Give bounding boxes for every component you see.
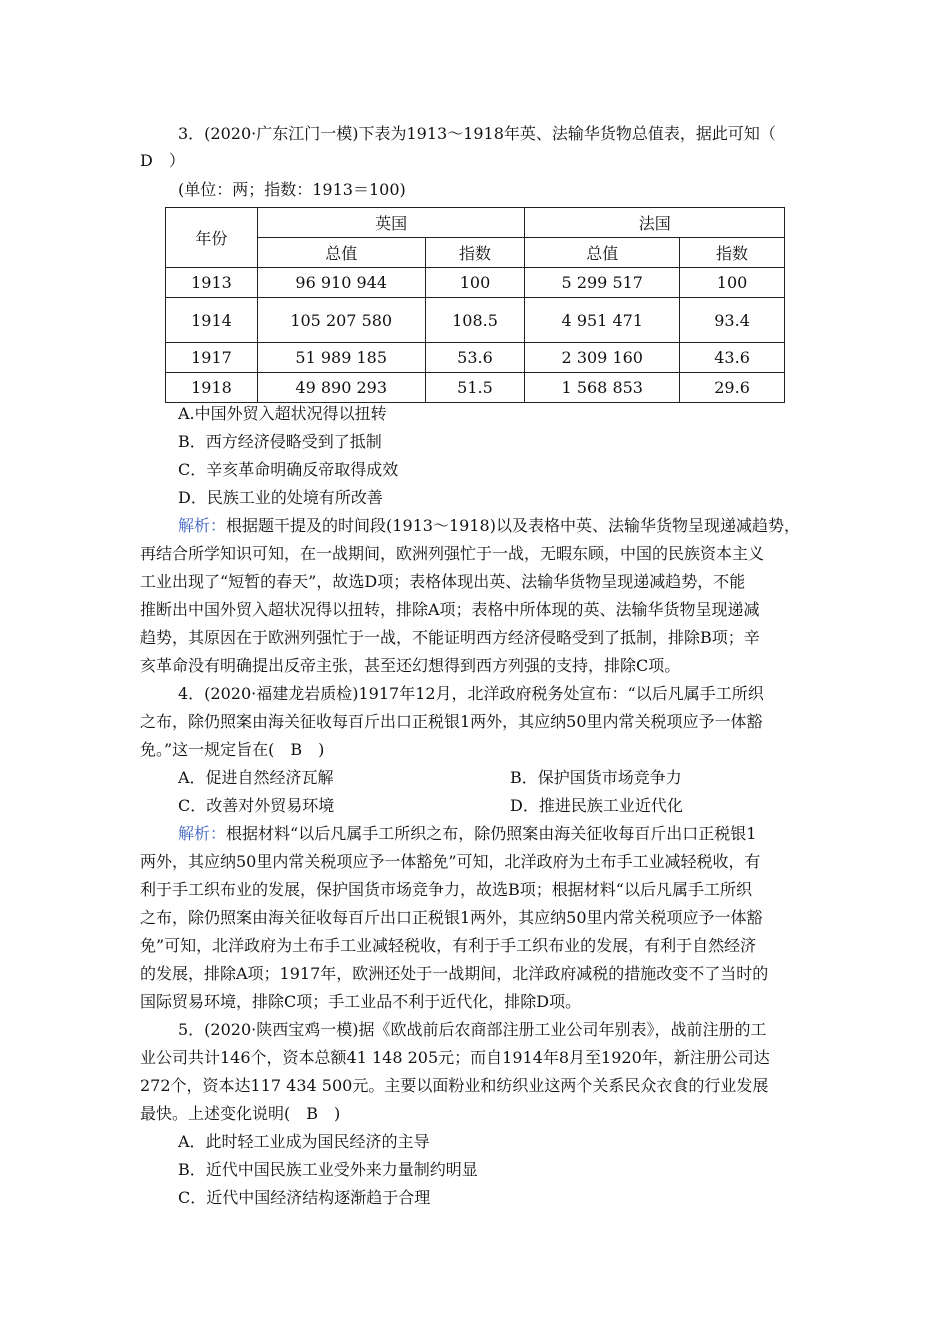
q5-option-b: B．近代中国民族工业受外来力量制约明显	[178, 1160, 478, 1179]
q4-stem-line-1: 4．(2020·福建龙岩质检)1917年12月，北洋政府税务处宣布：“以后凡属手工所织	[178, 684, 764, 703]
header-fr-index: 指数	[680, 238, 785, 268]
q3-stem-line-2: D ）	[140, 151, 185, 170]
header-fr: 法国	[525, 208, 785, 238]
table-row	[166, 268, 785, 298]
header-fr-value: 总值	[525, 238, 680, 268]
q4-analysis-line-3: 利于手工织布业的发展，保护国货市场竞争力，故选B项；根据材料“以后凡属手工所织	[140, 880, 752, 899]
q4-analysis-label: 解析：	[178, 824, 227, 843]
cell-fr-value: 4 951 471	[525, 298, 680, 343]
q3-option-a: A.中国外贸入超状况得以扭转	[178, 404, 387, 423]
cell-fr-index: 93.4	[680, 298, 785, 343]
cell-fr-value: 1 568 853	[525, 373, 680, 403]
cell-uk-value: 96 910 944	[257, 268, 425, 298]
cell-year: 1917	[166, 343, 258, 373]
q3-analysis-line-5: 趋势，其原因在于欧洲列强忙于一战，不能证明西方经济侵略受到了抵制，排除B项；辛	[140, 628, 760, 647]
q4-analysis-line-2: 两外，其应纳50里内常关税项应予一体豁免”可知，北洋政府为土布手工业减轻税收，有	[140, 852, 761, 871]
q3-analysis-line-1	[178, 516, 800, 536]
cell-uk-index: 108.5	[425, 298, 525, 343]
q5-stem-line-4: 最快。上述变化说明( B )	[140, 1104, 341, 1123]
q5-option-c: C．近代中国经济结构逐渐趋于合理	[178, 1188, 431, 1207]
cell-year: 1914	[166, 298, 258, 343]
header-uk-value: 总值	[257, 238, 425, 268]
table-subheader-row	[166, 238, 785, 268]
cell-year: 1913	[166, 268, 258, 298]
q5-stem-line-2: 业公司共计146个，资本总额41 148 205元；而自1914年8月至1920年，新注册公司达	[140, 1048, 770, 1067]
q3-stem-line-1: 3．(2020·广东江门一模)下表为1913～1918年英、法输华货物总值表，据此可知（	[178, 124, 776, 143]
q3-trade-table	[165, 207, 785, 403]
cell-uk-value: 105 207 580	[257, 298, 425, 343]
q3-unit-note: (单位：两；指数：1913＝100)	[178, 180, 406, 199]
q3-option-d: D．民族工业的处境有所改善	[178, 488, 383, 507]
q5-option-a: A．此时轻工业成为国民经济的主导	[178, 1132, 430, 1151]
header-uk: 英国	[257, 208, 525, 238]
cell-fr-value: 5 299 517	[525, 268, 680, 298]
q4-analysis-line-7: 国际贸易环境，排除C项；手工业品不利于近代化，排除D项。	[140, 992, 582, 1011]
cell-uk-index: 51.5	[425, 373, 525, 403]
cell-fr-index: 100	[680, 268, 785, 298]
header-year: 年份	[166, 208, 258, 268]
q4-option-c: C．改善对外贸易环境	[178, 796, 335, 815]
cell-fr-value: 2 309 160	[525, 343, 680, 373]
q3-analysis-line-4: 推断出中国外贸入超状况得以扭转，排除A项；表格中所体现的英、法输华货物呈现递减	[140, 600, 760, 619]
cell-uk-index: 53.6	[425, 343, 525, 373]
q3-analysis-text: 根据题干提及的时间段(1913～1918)以及表格中英、法输华货物呈现递减趋势，	[226, 516, 800, 535]
q4-analysis-line-5: 免”可知，北洋政府为土布手工业减轻税收，有利于手工织布业的发展，有利于自然经济	[140, 936, 757, 955]
header-uk-index: 指数	[425, 238, 525, 268]
q3-analysis-line-3: 工业出现了“短暂的春天”，故选D项；表格体现出英、法输华货物呈现递减趋势，不能	[140, 572, 746, 591]
q3-analysis-line-6: 亥革命没有明确提出反帝主张，甚至还幻想得到西方列强的支持，排除C项。	[140, 656, 681, 675]
cell-uk-value: 49 890 293	[257, 373, 425, 403]
cell-year: 1918	[166, 373, 258, 403]
q4-option-a: A．促进自然经济瓦解	[178, 768, 334, 787]
q4-option-d: D．推进民族工业近代化	[510, 796, 683, 815]
table-row	[166, 373, 785, 403]
q3-analysis-label: 解析：	[178, 516, 227, 535]
table-row	[166, 343, 785, 373]
q5-stem-line-1: 5．(2020·陕西宝鸡一模)据《欧战前后农商部注册工业公司年别表》，战前注册的工	[178, 1020, 767, 1039]
q4-option-b: B．保护国货市场竞争力	[510, 768, 682, 787]
cell-fr-index: 29.6	[680, 373, 785, 403]
q4-analysis-text: 根据材料“以后凡属手工所织之布，除仍照案由海关征收每百斤出口正税银1	[226, 824, 757, 843]
table-header-row	[166, 208, 785, 238]
q3-option-c: C．辛亥革命明确反帝取得成效	[178, 460, 399, 479]
cell-fr-index: 43.6	[680, 343, 785, 373]
q3-analysis-line-2: 再结合所学知识可知，在一战期间，欧洲列强忙于一战，无暇东顾，中国的民族资本主义	[140, 544, 765, 563]
cell-uk-index: 100	[425, 268, 525, 298]
q5-stem-line-3: 272个，资本达117 434 500元。主要以面粉业和纺织业这两个关系民众衣食的行业发展	[140, 1076, 769, 1095]
cell-uk-value: 51 989 185	[257, 343, 425, 373]
q4-analysis-line-6: 的发展，排除A项；1917年，欧洲还处于一战期间，北洋政府减税的措施改变不了当时的	[140, 964, 769, 983]
q4-analysis-line-4: 之布，除仍照案由海关征收每百斤出口正税银1两外，其应纳50里内常关税项应予一体豁	[140, 908, 763, 927]
q3-option-b: B．西方经济侵略受到了抵制	[178, 432, 382, 451]
table-row	[166, 298, 785, 343]
q4-analysis-line-1	[178, 824, 756, 844]
q4-stem-line-3: 免。”这一规定旨在( B )	[140, 740, 325, 759]
q4-stem-line-2: 之布，除仍照案由海关征收每百斤出口正税银1两外，其应纳50里内常关税项应予一体豁	[140, 712, 763, 731]
